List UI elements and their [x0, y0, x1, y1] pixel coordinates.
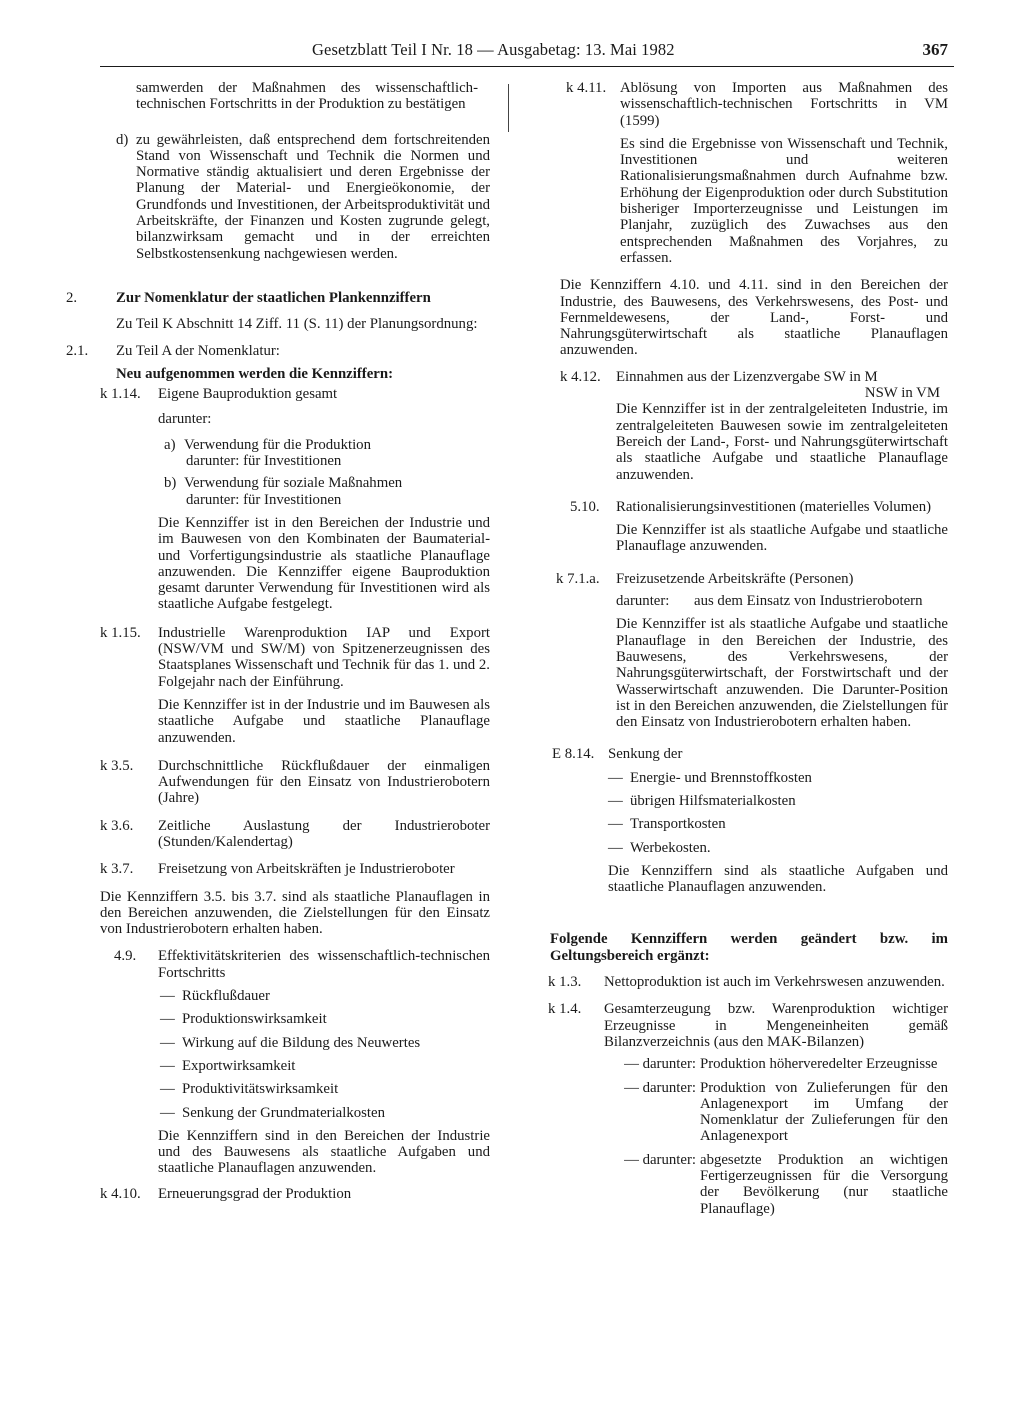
- k-4-11-text: Es sind die Ergebnisse von Wissenschaft und Technik, Investitionen und weiteren Rationalisierungsmaßnahmen durch Aufnahme bzw. Erhöhung der Eigenproduktion oder durch Substitution bisheriger Importerzeugnisse und Leistungen im Planjahr, zuzüglich des Zuwachses aus den entsprechenden Maßnahmen des Vorjahres, zu erfassen.: [620, 135, 948, 266]
- section-2-1-number: 2.1.: [66, 342, 89, 359]
- k-1-15: [100, 625, 490, 746]
- k-4-11: k 4.11. Ablösung von Importen aus Maßnahmen des wissenschaftlich-technischen Fortschritts in VM (1599) Es sind die Ergebnisse von Wissenschaft und Technik, Investitionen und weiteren Rationalisierungsmaßnahmen durch Aufnahme bzw. Erhöhung der Eigenproduktion oder durch Substitution bisheriger Importerzeugnisse und Leistungen im Planjahr, zuzüglich des Zuwachses aus den entsprechenden Maßnahmen des Vorjahres, zu erfassen.: [566, 80, 948, 266]
- k-1-3: k 1.3. Nettoproduktion ist auch im Verkehrswesen anzuwenden.: [548, 974, 945, 991]
- continued-paragraph: samwerden der Maßnahmen des wissenschaftlich-technischen Fortschritts in der Produktion zu bestätigen: [136, 80, 478, 113]
- k-4-9-text: Die Kennziffern sind in den Bereichen der Industrie und des Bauwesens als staatliche Aufgaben und staatliche Planauflagen anzuwenden.: [158, 1127, 490, 1177]
- k-1-14-option-a: a) Verwendung für die Produktion darunter: für Investitionen: [164, 436, 371, 470]
- k-4-12-text: Die Kennziffer ist in der zentralgeleiteten Industrie, im zentralgeleiteten Bauwesen sowie im zentralgeleiteten Bereich der Land-, Forst- und Nahrungsgüterwirtschaft als staatliche Aufgabe und staatliche Planauflage anzuwenden.: [616, 401, 948, 483]
- section-2-title: Zur Nomenklatur der staatlichen Plankennziffern: [116, 289, 431, 306]
- list-item: — Exportwirksamkeit: [160, 1057, 296, 1074]
- column-margin-line: [508, 84, 509, 132]
- k-4-12-title-line2: NSW in VM: [864, 385, 940, 402]
- k-1-15-text: Die Kennziffer ist in der Industrie und im Bauwesen als staatliche Aufgabe und staatliche Planauflage anzuwenden.: [158, 696, 490, 746]
- item-d-text: zu gewährleisten, daß entsprechend dem fortschreitenden Stand von Wissenschaft und Technik die Normen und Normative ständig aktualisiert und deren Ergebnisse der Planung der Material- und Energieökonomie, der Grundfonds und Investitionen, der Arbeitsproduktivität und Arbeitskräfte, der Finanzen und Kosten zugrunde gelegt, bilanzwirksam gemacht und in der erreichten Selbstkostensenkung nachgewiesen werden.: [136, 131, 490, 262]
- k-4-10: k 4.10. Erneuerungsgrad der Produktion: [100, 1185, 352, 1202]
- right-column: [548, 80, 948, 1217]
- k-1-15-code: k 1.15.: [100, 624, 141, 641]
- k-4-9-title: Effektivitätskriterien des wissenschaftlich-technischen Fortschritts: [158, 948, 490, 981]
- k-3-5: k 3.5. Durchschnittliche Rückflußdauer der einmaligen Aufwendungen für den Einsatz von Industrierobotern (Jahre): [100, 757, 490, 807]
- page-header: [100, 36, 954, 67]
- list-item: — Energie- und Brennstoffkosten: [608, 769, 812, 786]
- list-item: — übrigen Hilfsmaterialkosten: [608, 792, 796, 809]
- section-2-heading: [66, 290, 494, 306]
- k-4-12: k 4.12. Einnahmen aus der Lizenzvergabe SW in M NSW in VM Die Kennziffer ist in der zentralgeleiteten Industrie, im zentralgeleiteten Bauwesen sowie im zentralgeleiteten Bereich der Land-, Forst- und Nahrungsgüterwirtschaft als staatliche Aufgabe und staatliche Planauflage anzuwenden.: [560, 368, 948, 483]
- list-item: — Senkung der Grundmaterialkosten: [160, 1104, 385, 1121]
- k-4-9: 4.9. Effektivitätskriterien des wissenschaftlich-technischen Fortschritts — Rückflußdauer — Produktionswirksamkeit — Wirkung auf die Bildung des Neuwertes — Exportwirksamkeit — Produktivitätswirksamkeit — Senkung der Grundmaterialkosten Die Kennziffern sind in den Bereichen der Industrie und des Bauwesens als staatliche Aufgaben und staatliche Planauflagen anzuwenden.: [114, 948, 490, 1177]
- k-4-9-list: [160, 988, 490, 1121]
- list-item: — Produktionswirksamkeit: [160, 1011, 327, 1028]
- list-item: — Wirkung auf die Bildung des Neuwertes: [160, 1034, 421, 1051]
- e-8-14-list: [608, 770, 948, 856]
- k-1-14-text: Die Kennziffer ist in den Bereichen der Industrie und im Bauwesen von den Kombinaten der Baumaterial- und Vorfertigungsindustrie als staatliche Planauflage anzuwenden. Die Kennziffer eigene Bauproduktion gesamt darunter Verwendung für Investitionen wird als staatliche Aufgabe festgelegt.: [158, 514, 490, 613]
- k-1-14-code: k 1.14.: [100, 386, 141, 403]
- k-4-10-4-11-note: Die Kennziffern 4.10. und 4.11. sind in den Bereichen der Industrie, des Bauwesens, des Verkehrswesens, des Post- und Fernmeldewesens, der Land-, Forst- und Nahrungsgüterwirtschaft als staatliche Planauflagen anzuwenden.: [560, 277, 948, 359]
- k-4-12-title: Einnahmen aus der Lizenzvergabe SW in M: [616, 368, 878, 385]
- section-2-1-heading: [66, 343, 494, 359]
- k-3-7: k 3.7. Freisetzung von Arbeitskräften je Industrieroboter: [100, 861, 455, 878]
- k-1-14-option-b: b) Verwendung für soziale Maßnahmen darunter: für Investitionen: [164, 475, 403, 508]
- left-column: [66, 80, 494, 1202]
- k-1-15-title: Industrielle Warenproduktion IAP und Export (NSW/VM und SW/M) von Spitzenerzeugnissen des Staatsplanes Wissenschaft und Technik für das 1. und 2. Folgejahr nach der Einführung.: [158, 624, 490, 690]
- k-4-11-title: Ablösung von Importen aus Maßnahmen des wissenschaftlich-technischen Fortschritts in VM (1599): [620, 80, 948, 129]
- header-title: Gesetzblatt Teil I Nr. 18 — Ausgabetag: 13. Mai 1982: [312, 40, 675, 59]
- k-1-4-sub-2: — darunter: Produktion von Zulieferungen für den Anlagenexport im Umfang der Nomenklatur der Zulieferungen für den Anlagenexport: [624, 1079, 948, 1145]
- list-item: — Rückflußdauer: [160, 988, 270, 1005]
- new-indicators-heading: Neu aufgenommen werden die Kennziffern:: [116, 365, 393, 382]
- k-1-4-sub-3: — darunter: abgesetzte Produktion an wichtigen Fertigerzeugnissen für die Versorgung der Bevölkerung (nur staatliche Planauflage): [624, 1151, 948, 1217]
- k-7-1-a: k 7.1.a. Freizusetzende Arbeitskräfte (Personen) darunter: aus dem Einsatz von Industrierobotern Die Kennziffer ist als staatliche Aufgabe und staatliche Planauflage in den Bereichen der Industrie, des Bauwesens, des Verkehrswesens, der Nahrungsgüterwirtschaft, der Forstwirtschaft und der Wasserwirtschaft anzuwenden. Die Darunter-Position ist in den Bereichen anzuwenden, die Zielstellungen für den Einsatz von Industrierobotern erhalten haben.: [556, 570, 948, 731]
- k-3-6: k 3.6. Zeitliche Auslastung der Industrieroboter (Stunden/Kalendertag): [100, 817, 490, 850]
- k-1-14: [100, 386, 490, 613]
- list-item: — Transportkosten: [608, 816, 726, 833]
- e-8-14: E 8.14. Senkung der — Energie- und Brennstoffkosten — übrigen Hilfsmaterialkosten — Transportkosten — Werbekosten. Die Kennziffern sind als staatliche Aufgaben und staatliche Planauflagen anzuwenden.: [552, 746, 948, 896]
- changed-indicators-heading: Folgende Kennziffern werden geändert bzw. im Geltungsbereich ergänzt:: [550, 931, 948, 964]
- item-d: [116, 132, 490, 262]
- k-1-14-title: Eigene Bauproduktion gesamt: [158, 386, 338, 403]
- k-1-14-darunter: darunter:: [158, 411, 212, 428]
- page-number: 367: [922, 40, 948, 59]
- list-item: — Produktivitätswirksamkeit: [160, 1081, 339, 1098]
- section-2-number: 2.: [66, 289, 78, 306]
- k-3-5-3-7-note: Die Kennziffern 3.5. bis 3.7. sind als staatliche Planauflagen in den Bereichen anzuwenden, die Zielstellungen für den Einsatz von Industrierobotern erhalten haben.: [100, 888, 490, 938]
- section-2-1-title: Zu Teil A der Nomenklatur:: [116, 342, 280, 359]
- k-1-4: k 1.4. Gesamterzeugung bzw. Warenproduktion wichtiger Erzeugnisse in Mengeneinheiten gemäß Bilanzverzeichnis (aus den MAK-Bilanzen) — darunter: Produktion höherveredelter Erzeugnisse — darunter: Produktion von Zulieferungen für den Anlagenexport im Umfang der Nomenklatur der Zulieferungen für den Anlagenexport — darunter: abgesetzte Produktion an wichtigen Fertigerzeugnissen für die Versorgung der Bevölkerung (nur staatliche Planauflage): [548, 1001, 948, 1217]
- item-d-mark: d): [116, 131, 129, 148]
- list-item: — Werbekosten.: [608, 839, 711, 856]
- k-1-4-sub-1: — darunter: Produktion höherveredelter Erzeugnisse: [624, 1056, 938, 1073]
- k-7-1-a-sub: darunter: aus dem Einsatz von Industrierobotern: [616, 593, 923, 610]
- section-2-intro: Zu Teil K Abschnitt 14 Ziff. 11 (S. 11) der Planungsordnung:: [116, 316, 478, 333]
- k-5-10: 5.10. Rationalisierungsinvestitionen (materielles Volumen) Die Kennziffer ist als staatliche Aufgabe und staatliche Planauflage anzuwenden.: [570, 498, 948, 555]
